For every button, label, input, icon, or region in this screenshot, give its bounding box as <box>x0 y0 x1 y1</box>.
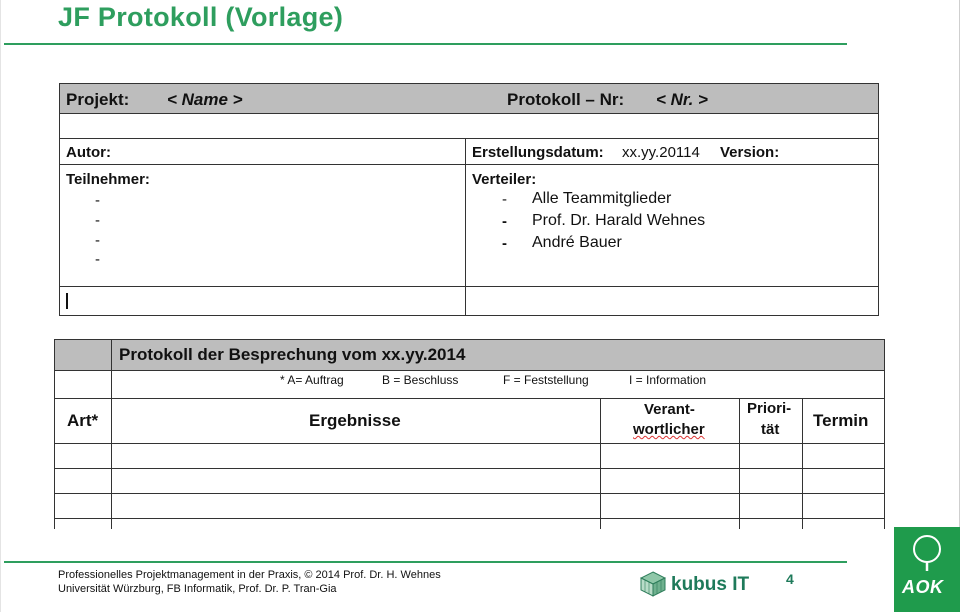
row-divider <box>54 518 885 519</box>
results-table <box>54 339 885 529</box>
blank-entry-row[interactable] <box>59 286 879 316</box>
footer-line2: Universität Würzburg, FB Informatik, Prof. Dr. P. Tran-Gia <box>58 583 337 595</box>
results-title-row <box>54 339 885 371</box>
table-row[interactable] <box>55 494 884 518</box>
empty-row[interactable] <box>59 113 879 139</box>
teilnehmer-label: Teilnehmer: <box>66 171 150 188</box>
erstellungsdatum-value[interactable]: xx.yy.20114 <box>622 144 700 161</box>
projekt-label: Projekt: <box>66 90 130 109</box>
aok-logo <box>894 527 960 612</box>
kubus-logo-text: kubus IT <box>671 574 750 595</box>
verteiler-bullet: - <box>502 191 507 208</box>
erstellungsdatum-label: Erstellungsdatum: <box>472 144 604 161</box>
table-right-edge <box>884 339 885 529</box>
protokoll-nr-label: Protokoll – Nr: <box>507 90 625 109</box>
column-header-row <box>54 398 885 444</box>
title-underline <box>4 43 847 45</box>
projekt-value[interactable]: < Name > <box>167 90 243 109</box>
header-termin: Termin <box>813 411 869 430</box>
kubus-cube-icon <box>640 571 666 597</box>
verteiler-bullet: - <box>502 213 507 230</box>
results-title: Protokoll der Besprechung vom xx.yy.2014 <box>119 345 466 364</box>
slide-left-edge <box>0 0 1 612</box>
legend-beschluss: B = Beschluss <box>382 373 459 387</box>
text-cursor <box>66 293 68 309</box>
projekt-row <box>59 83 879 114</box>
tree-icon <box>894 527 960 575</box>
legend-row <box>54 370 885 399</box>
legend-auftrag: * A= Auftrag <box>280 373 344 387</box>
aok-logo-text: AOK <box>902 577 944 597</box>
verteiler-bullet: - <box>502 235 507 252</box>
verteiler-item[interactable]: Alle Teammitglieder <box>532 190 672 207</box>
legend-feststellung: F = Feststellung <box>503 373 589 387</box>
footer-rule <box>4 561 847 563</box>
verteiler-label: Verteiler: <box>472 171 537 188</box>
page-number: 4 <box>786 571 794 587</box>
footer-line1: Professionelles Projektmanagement in der Praxis, © 2014 Prof. Dr. H. Wehnes <box>58 569 441 581</box>
header-verant-line2: wortlicher <box>633 421 705 438</box>
autor-row <box>59 138 879 165</box>
table-row[interactable] <box>55 444 884 468</box>
header-verant-line1: Verant- <box>644 401 695 418</box>
header-priori-line1: Priori- <box>747 400 792 417</box>
header-ergebnisse: Ergebnisse <box>309 411 401 430</box>
verteiler-item[interactable]: André Bauer <box>532 234 622 251</box>
teilnehmer-item[interactable]: - <box>95 212 100 229</box>
protocol-header-table <box>59 83 881 316</box>
table-row[interactable] <box>55 469 884 493</box>
teilnehmer-item[interactable]: - <box>95 232 100 249</box>
teilnehmer-item[interactable]: - <box>95 192 100 209</box>
autor-label: Autor: <box>66 144 111 161</box>
teilnehmer-item[interactable]: - <box>95 251 100 268</box>
header-priori-line2: tät <box>761 421 780 438</box>
version-label: Version: <box>720 144 780 161</box>
legend-information: I = Information <box>629 373 707 387</box>
verteiler-item[interactable]: Prof. Dr. Harald Wehnes <box>532 212 706 229</box>
slide-title: JF Protokoll (Vorlage) <box>58 2 344 32</box>
protokoll-nr-value[interactable]: < Nr. > <box>656 90 708 109</box>
teilnehmer-row <box>59 164 879 287</box>
header-art: Art* <box>67 411 99 430</box>
